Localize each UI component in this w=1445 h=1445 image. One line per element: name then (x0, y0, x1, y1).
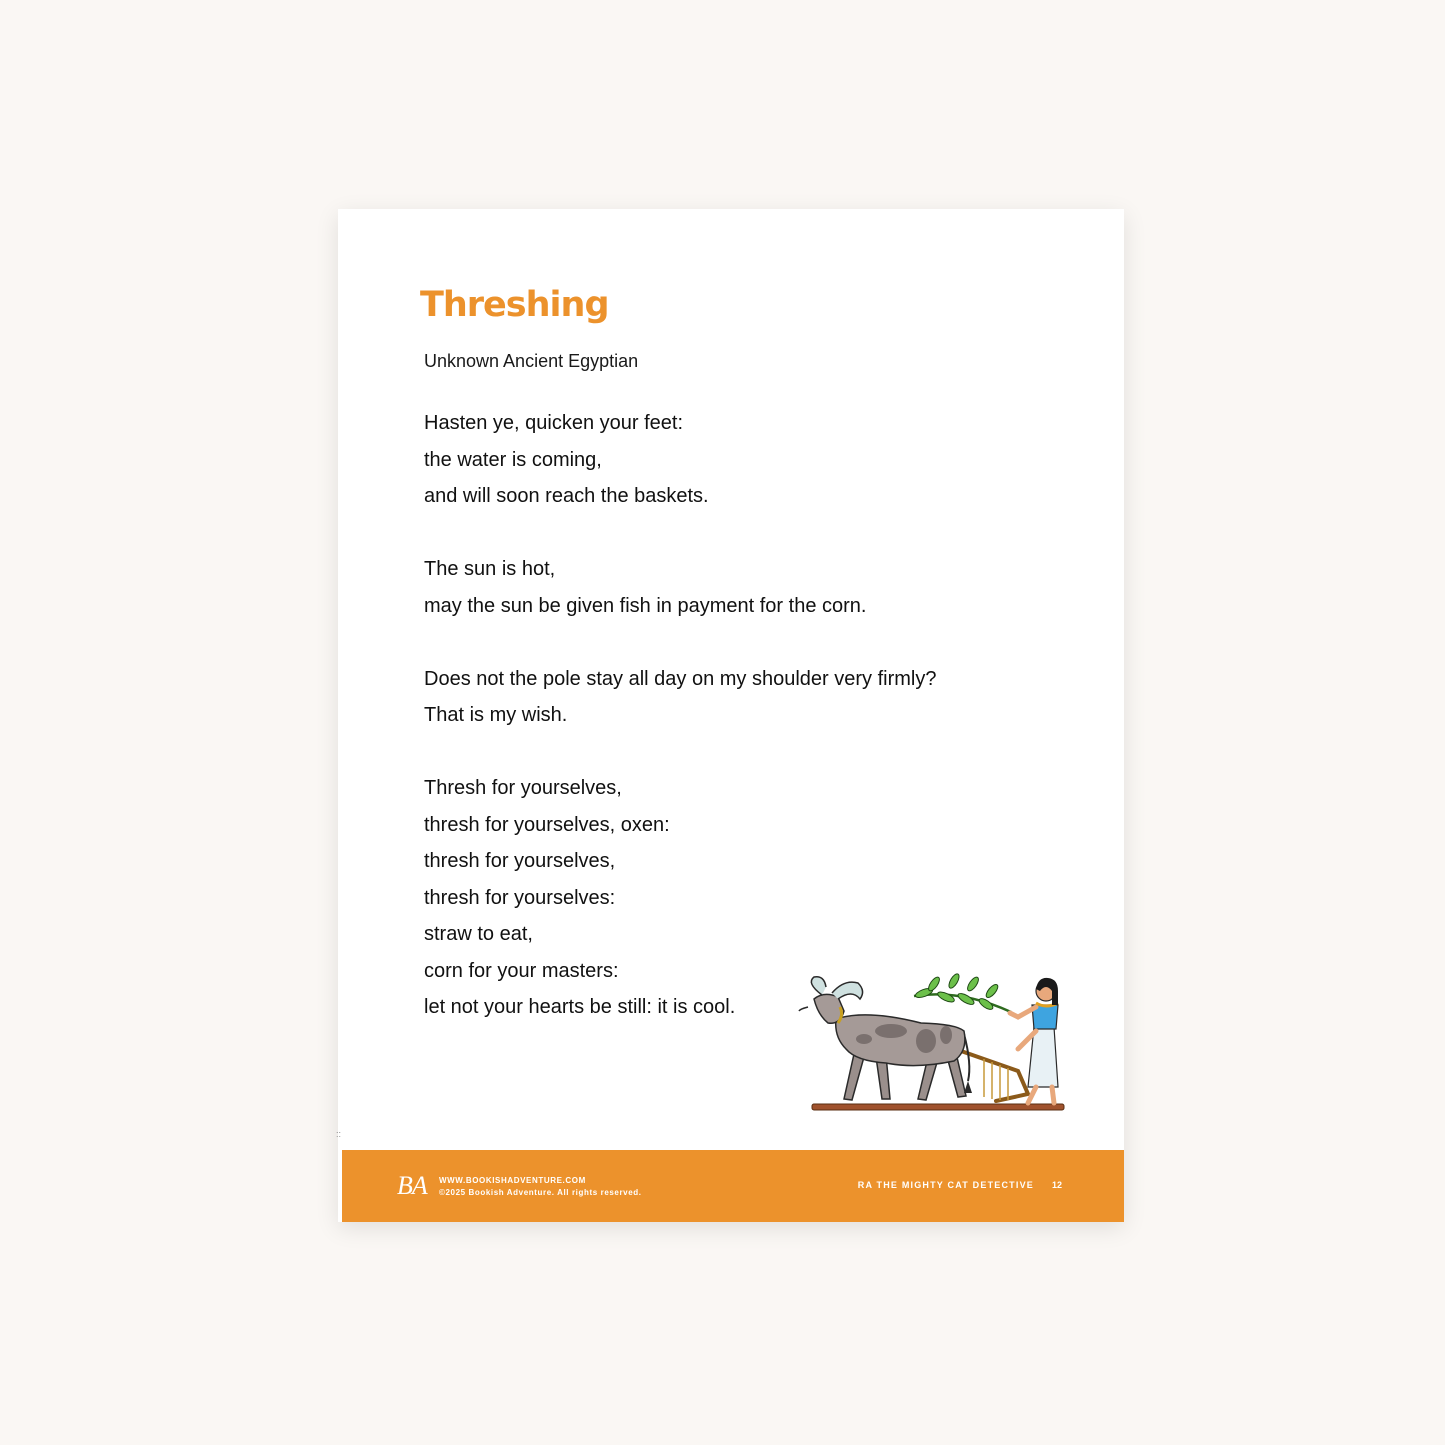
brand-logo: BA (397, 1171, 427, 1200)
poem-line: thresh for yourselves: (424, 886, 616, 909)
page-footer (342, 1150, 1124, 1222)
poem-line: and will soon reach the baskets. (424, 485, 709, 507)
poem-line: thresh for yourselves, (424, 850, 616, 872)
copyright-text: ©2025 Bookish Adventure. All rights reserved. (439, 1188, 642, 1197)
poem-line: The sun is hot, (424, 558, 556, 580)
page-number: 12 (1051, 1180, 1062, 1190)
poem-line: Does not the pole stay all day on my shoulder very firmly? (424, 667, 937, 690)
poem-line: Thresh for yourselves, (424, 777, 622, 799)
poem-line: Hasten ye, quicken your feet: (424, 412, 684, 434)
corner-mark: :: (336, 1129, 342, 1139)
poem-line: may the sun be given fish in payment for the corn. (424, 594, 867, 617)
website-link[interactable]: WWW.BOOKISHADVENTURE.COM (439, 1176, 586, 1185)
poem-body (424, 405, 1044, 1062)
poem-line: the water is coming, (424, 448, 602, 471)
poem-line: let not your hearts be still: it is cool. (424, 996, 736, 1018)
poem-title: Threshing (420, 285, 609, 325)
site-info (439, 1175, 642, 1199)
poem-author: Unknown Ancient Egyptian (424, 351, 639, 371)
book-title: RA THE MIGHTY CAT DETECTIVE (857, 1180, 1034, 1190)
poem-line: thresh for yourselves, oxen: (424, 813, 670, 836)
poem-line: straw to eat, (424, 923, 533, 945)
poem-line: That is my wish. (424, 704, 568, 726)
stanza-3 (424, 661, 1044, 734)
poem-line: corn for your masters: (424, 959, 619, 982)
document-page (338, 209, 1124, 1222)
ox-ploughing-illustration (796, 969, 1071, 1119)
stanza-2 (424, 551, 1044, 624)
stanza-1 (424, 405, 1044, 515)
